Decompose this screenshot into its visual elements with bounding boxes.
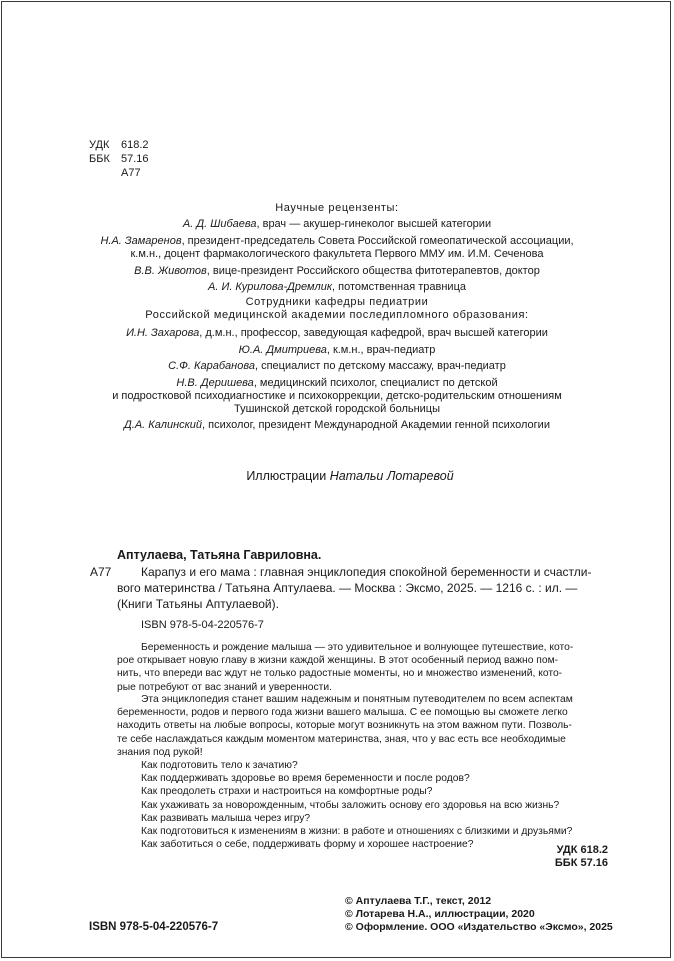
staff-name: И.Н. Захарова	[126, 327, 200, 339]
reviewer-details: , врач — акушер-гинеколог высшей категории	[256, 218, 492, 230]
question-item: Как ухаживать за новорожденным, чтобы заложить основу его здоровья на всю жизнь?	[141, 799, 560, 811]
annotation-line: те себе наслаждаться каждым моментом материнства, зная, что у вас есть все необходимые	[117, 733, 566, 745]
reviewer-line	[0, 235, 674, 248]
staff-line	[0, 327, 674, 340]
staff-name: С.Ф. Карабанова	[168, 360, 255, 372]
reviewer-line	[0, 265, 674, 278]
reviewer-line	[0, 218, 674, 231]
bib-author: Аптулаева, Татьяна Гавриловна.	[117, 548, 322, 562]
illustrations-credit	[0, 469, 674, 484]
staff-details: , специалист по детскому массажу, врач-педиатр	[254, 360, 506, 372]
reviewer-name: А. Д. Шибаева	[182, 218, 257, 230]
staff-details: , психолог, президент Международной Академии генной психологии	[202, 419, 550, 431]
bib-mark: А77	[90, 565, 112, 579]
staff-details: , к.м.н., врач-педиатр	[326, 344, 436, 356]
staff-details-cont: Тушинской детской городской больницы	[233, 403, 441, 415]
staff-line	[0, 344, 674, 357]
staff-name: Н.В. Деришева	[176, 377, 254, 389]
annotation-line: находить ответы на любые вопросы, которые могут возникнуть на этом важном пути. Позволь-	[117, 720, 572, 732]
question-list	[117, 759, 617, 851]
staff-line	[0, 419, 674, 432]
reviewer-name: Н.А. Замаренов	[100, 235, 182, 247]
footer-udk: УДК 618.2	[556, 844, 608, 856]
copyright-line: © Аптулаева Т.Г., текст, 2012	[345, 895, 492, 907]
bib-title-line: вого материнства / Татьяна Аптулаева. — Москва : Эксмо, 2025. — 1216 с. : ил. —	[117, 581, 578, 595]
bbk-value: 57.16	[121, 153, 149, 165]
reviewers-heading: Научные рецензенты:	[275, 202, 399, 214]
staff-line	[0, 360, 674, 373]
annotation-paragraph	[117, 693, 617, 759]
annotation-line: рые потребуют от вас знаний и уверенности.	[117, 681, 332, 693]
bib-title-line: (Книги Татьяны Аптулаевой).	[117, 597, 279, 611]
department-heading: Сотрудники кафедры педиатрии	[245, 296, 429, 308]
footer-isbn: ISBN 978-5-04-220576-7	[89, 921, 219, 933]
question-item: Как развивать малыша через игру?	[141, 812, 311, 824]
staff-name: Ю.А. Дмитриева	[238, 344, 327, 356]
reviewer-details-cont: к.м.н., доцент фармакологического факультета Первого ММУ им. И.М. Сеченова	[130, 248, 544, 260]
copyright-line: © Лотарева Н.А., иллюстрации, 2020	[345, 908, 535, 920]
question-item: Как преодолеть страхи и настроиться на комфортные роды?	[141, 786, 433, 798]
question-item: Как подготовить тело к зачатию?	[141, 760, 298, 771]
reviewer-details: , потомственная травница	[332, 281, 466, 293]
annotation-paragraph	[117, 641, 617, 694]
reviewer-name: А. И. Курилова-Дремлик	[208, 281, 333, 293]
illustrations-prefix: Иллюстрации	[246, 469, 330, 483]
staff-line	[0, 377, 674, 390]
bib-title-line: Карапуз и его мама : главная энциклопедия спокойной беременности и счастли-	[141, 565, 592, 579]
footer-bbk: ББК 57.16	[554, 857, 608, 869]
illustrator-name: Натальи Лотаревой	[329, 469, 454, 483]
bbk-label: ББК	[89, 153, 110, 165]
staff-details-cont: и подростковой психодиагностике и психокоррекции, детско-родительским отношениям	[112, 390, 562, 402]
question-item: Как поддерживать здоровье во время беременности и после родов?	[141, 773, 470, 785]
copyright-line: © Оформление. ООО «Издательство «Эксмо», 2025	[345, 921, 613, 933]
author-mark: А77	[121, 167, 141, 179]
staff-name: Д.А. Калинский	[124, 419, 203, 431]
annotation-line: рое открывает новую главу в жизни каждой женщины. В этот особенный период важно пом-	[117, 655, 559, 667]
staff-details: , медицинский психолог, специалист по детской	[253, 377, 498, 389]
annotation-line: нить, что впереди вас ждут не только радостные моменты, но и множество изменений, кото-	[117, 668, 563, 680]
staff-details: , д.м.н., профессор, заведующая кафедрой, врач высшей категории	[199, 327, 548, 339]
udk-label: УДК	[89, 139, 110, 151]
annotation-line: беременности, родов и первого года жизни вашего малыша. С ее помощью вы сможете легко	[117, 707, 568, 719]
question-item: Как заботиться о себе, поддерживать форму и хорошее настроение?	[141, 839, 474, 851]
udk-value: 618.2	[121, 139, 149, 151]
reviewer-line	[0, 281, 674, 294]
reviewer-details: , вице-президент Российского общества фитотерапевтов, доктор	[206, 265, 540, 277]
annotation-line: знания под рукой!	[117, 746, 203, 758]
question-item: Как подготовиться к изменениям в жизни: в работе и отношениях с близкими и друзьями?	[141, 826, 573, 838]
reviewer-details: , президент-председатель Совета Российской гомеопатической ассоциации,	[181, 235, 574, 247]
reviewer-name: В.В. Животов	[134, 265, 207, 277]
bib-isbn: ISBN 978-5-04-220576-7	[141, 619, 264, 631]
annotation-line: Беременность и рождение малыша — это удивительное и волнующее путешествие, кото-	[141, 642, 574, 653]
department-heading-2: Российской медицинской академии последипломного образования:	[145, 309, 529, 321]
annotation-line: Эта энциклопедия станет вашим надежным и понятным путеводителем по всем аспектам	[141, 694, 573, 705]
